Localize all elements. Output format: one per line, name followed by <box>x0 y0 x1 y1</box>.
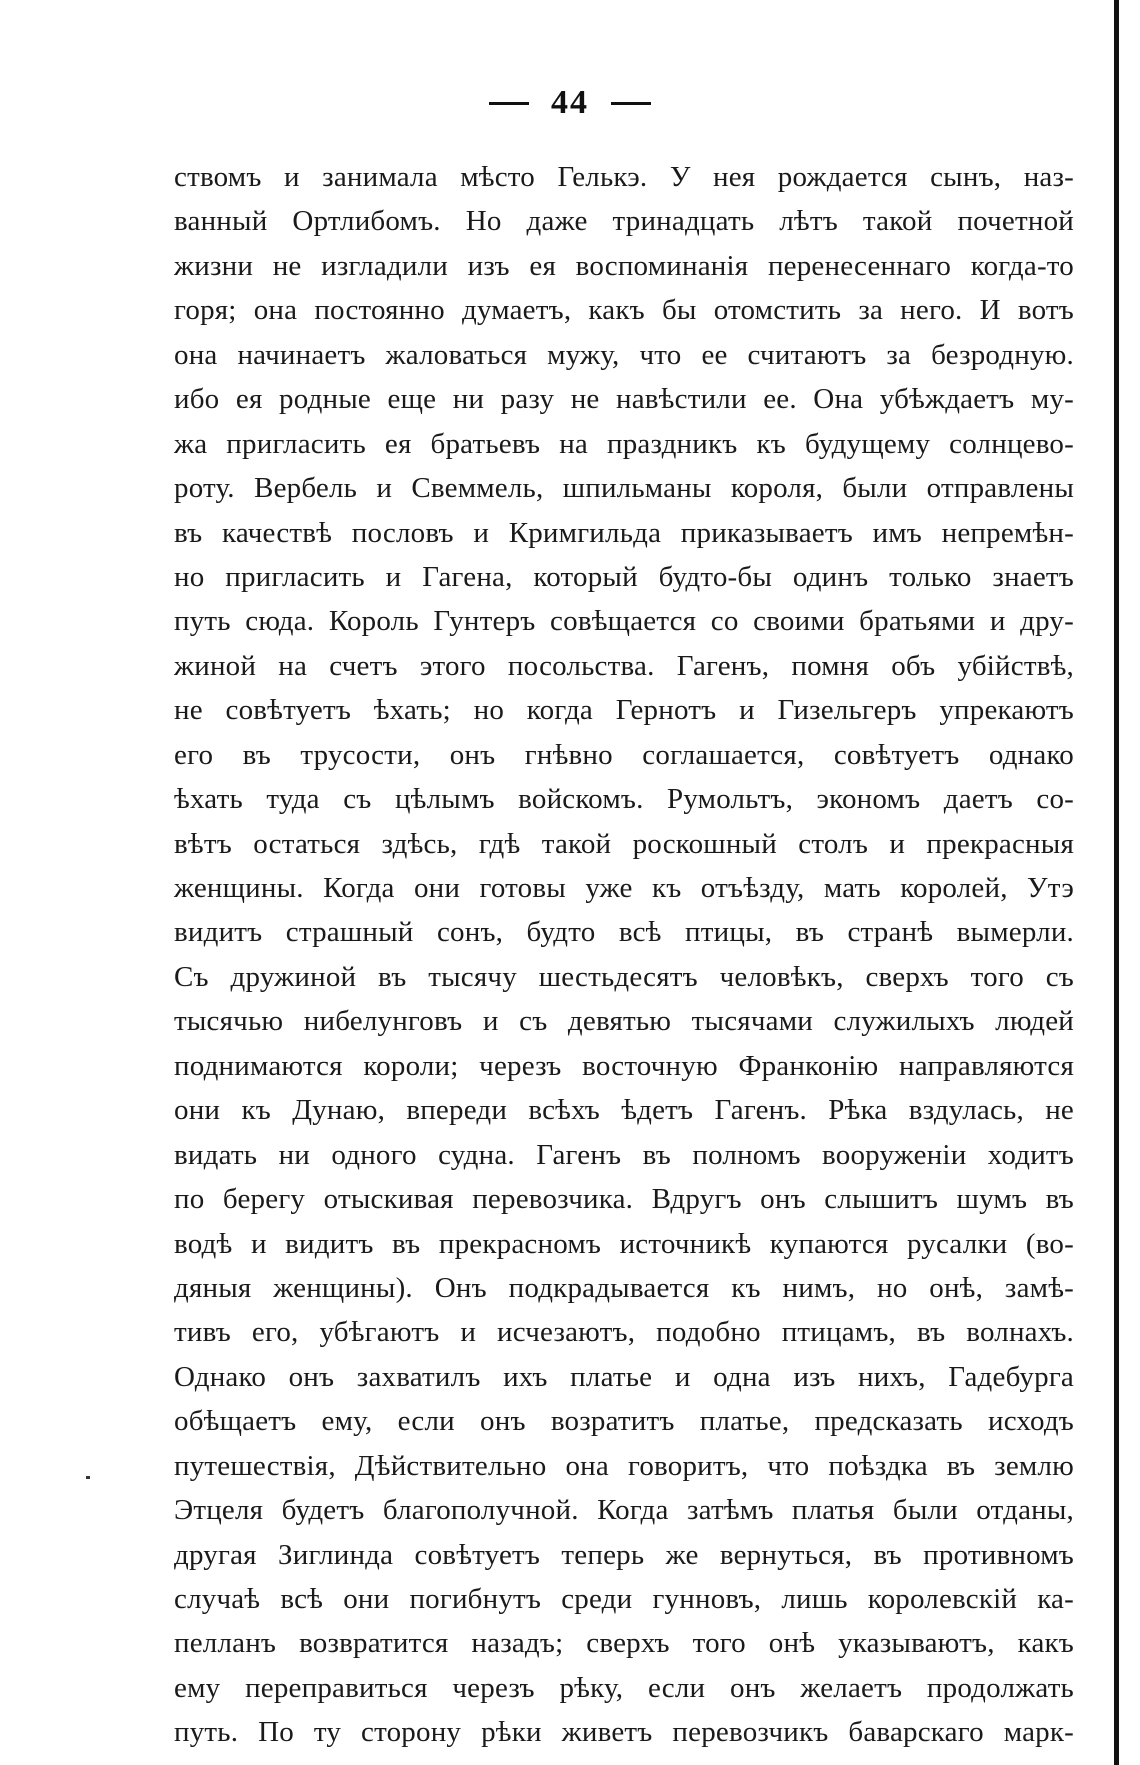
text-line: она начинаетъ жаловаться мужу, что ее считаютъ за безродную. <box>174 338 1074 371</box>
text-line: вѣтъ остаться здѣсь, гдѣ такой роскошный столъ и прекрасныя <box>174 827 1074 860</box>
text-line: Этцеля будетъ благополучной. Когда затѣмъ платья были отданы, <box>174 1494 1074 1527</box>
text-line: ибо ея родные еще ни разу не навѣстили ее. Она убѣждаетъ му- <box>174 383 1074 416</box>
margin-speck <box>86 1476 90 1479</box>
left-dash <box>489 102 529 105</box>
text-line: горя; она постоянно думаетъ, какъ бы отомстить за него. И вотъ <box>174 294 1074 327</box>
text-line: ему переправиться черезъ рѣку, если онъ желаетъ продолжать <box>174 1671 1074 1704</box>
text-line: Съ дружиной въ тысячу шестьдесятъ человѣкъ, сверхъ того съ <box>174 960 1074 993</box>
text-line: ствомъ и занимала мѣсто Гелькэ. У нея рождается сынъ, наз- <box>174 161 1074 193</box>
text-line: путь. По ту сторону рѣки живетъ перевозчикъ баварскаго марк- <box>174 1716 1074 1749</box>
text-line: тысячью нибелунговъ и съ девятью тысячами служилыхъ людей <box>174 1005 1074 1038</box>
page-edge-border <box>1114 0 1119 1765</box>
text-line: дяныя женщины). Онъ подкрадывается къ нимъ, но онѣ, замѣ- <box>174 1271 1074 1304</box>
text-line: обѣщаетъ ему, если онъ возратитъ платье, предсказать исходъ <box>174 1405 1074 1438</box>
body-text <box>174 155 1074 1755</box>
text-line: поднимаются короли; черезъ восточную Франконію направляются <box>174 1049 1074 1082</box>
right-dash <box>611 102 651 105</box>
text-line: жа пригласить ея братьевъ на праздникъ къ будущему солнцево- <box>174 427 1074 460</box>
text-line: жизни не изгладили изъ ея воспоминанія перенесеннаго когда-то <box>174 249 1074 282</box>
text-line: видитъ страшный сонъ, будто всѣ птицы, въ странѣ вымерли. <box>174 916 1074 949</box>
text-line: по берегу отыскивая перевозчика. Вдругъ онъ слышитъ шумъ въ <box>174 1183 1074 1216</box>
text-line: роту. Вербель и Свеммель, шпильманы короля, были отправлены <box>174 472 1074 505</box>
text-line: водѣ и видитъ въ прекрасномъ источникѣ купаются русалки (во- <box>174 1227 1074 1260</box>
text-line: пелланъ возвратится назадъ; сверхъ того онѣ указываютъ, какъ <box>174 1627 1074 1660</box>
text-line: тивъ его, убѣгаютъ и исчезаютъ, подобно птицамъ, въ волнахъ. <box>174 1316 1074 1349</box>
text-line: его въ трусости, онъ гнѣвно соглашается, совѣтуетъ однако <box>174 738 1074 771</box>
text-line: случаѣ всѣ они погибнутъ среди гунновъ, лишь королевскій ка- <box>174 1583 1074 1615</box>
text-line: другая Зиглинда совѣтуетъ теперь же вернуться, въ противномъ <box>174 1538 1074 1571</box>
page-number: 44 <box>551 84 589 121</box>
text-line: но пригласить и Гагена, который будто-бы одинъ только знаетъ <box>174 560 1074 593</box>
text-line: не совѣтуетъ ѣхать; но когда Гернотъ и Гизельгеръ упрекаютъ <box>174 694 1074 727</box>
text-line: жиной на счетъ этого посольства. Гагенъ, помня объ убійствѣ, <box>174 649 1074 682</box>
text-line: путешествія, Дѣйствительно она говоритъ, что поѣздка въ землю <box>174 1449 1074 1482</box>
text-line: въ качествѣ пословъ и Кримгильда приказываетъ имъ непремѣн- <box>174 516 1074 549</box>
text-line: ванный Ортлибомъ. Но даже тринадцать лѣтъ такой почетной <box>174 205 1074 238</box>
text-line: женщины. Когда они готовы уже къ отъѣзду, мать королей, Утэ <box>174 872 1074 904</box>
text-line: ѣхать туда съ цѣлымъ войскомъ. Румольтъ, экономъ даетъ со- <box>174 783 1074 816</box>
text-line: они къ Дунаю, впереди всѣхъ ѣдетъ Гагенъ. Рѣка вздулась, не <box>174 1094 1074 1127</box>
page-number-header <box>0 84 1140 122</box>
text-line: Однако онъ захватилъ ихъ платье и одна изъ нихъ, Гадебурга <box>174 1360 1074 1393</box>
text-line: видать ни одного судна. Гагенъ въ полномъ вооруженіи ходитъ <box>174 1138 1074 1171</box>
text-line: путь сюда. Король Гунтеръ совѣщается со своими братьями и дру- <box>174 605 1074 638</box>
